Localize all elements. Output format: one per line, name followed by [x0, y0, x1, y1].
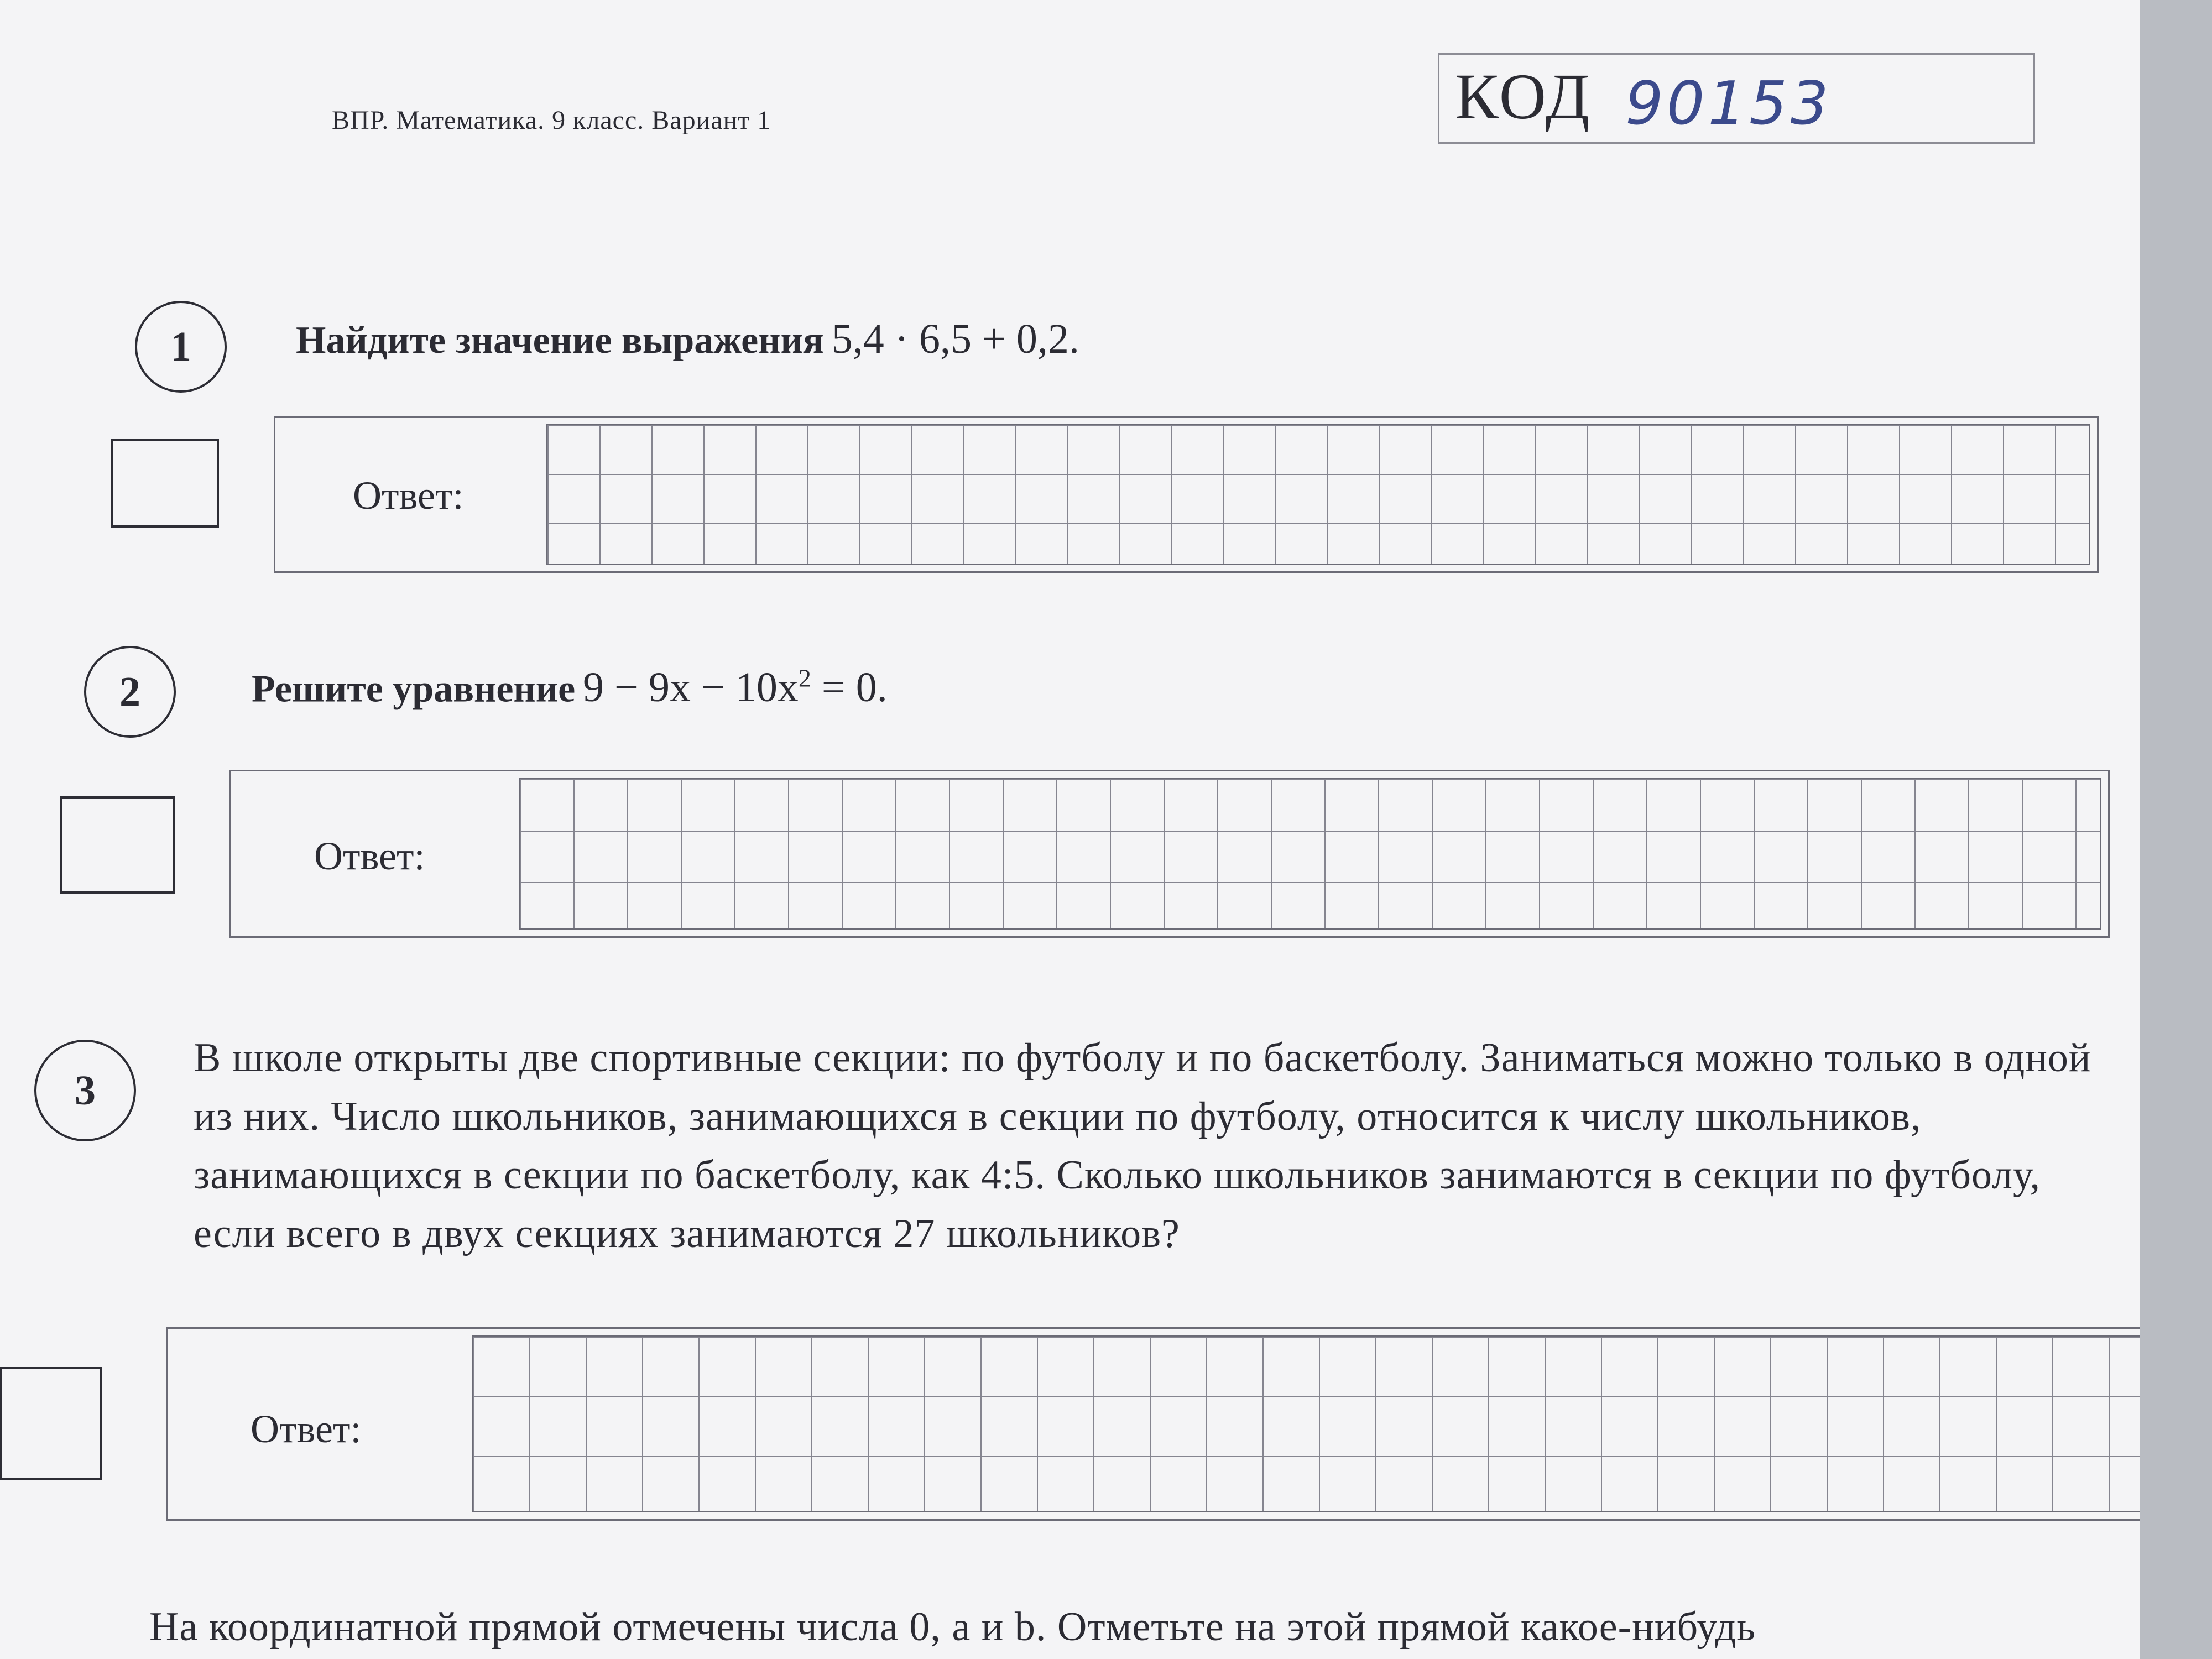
task-2-prompt: Решите уравнение — [252, 667, 576, 711]
code-value-handwritten: 90153 — [1625, 69, 1832, 138]
task-1-score-box[interactable] — [111, 439, 219, 528]
task-1-expression: 5,4 · 6,5 + 0,2. — [831, 316, 1079, 362]
task-2-text — [252, 664, 888, 712]
task-2-answer-frame — [229, 770, 2110, 938]
code-field — [1438, 53, 2035, 144]
running-header: ВПР. Математика. 9 класс. Вариант 1 — [332, 106, 771, 135]
task-3-number: 3 — [34, 1040, 136, 1141]
task-2-answer-grid[interactable] — [519, 778, 2101, 930]
task-3-answer-grid[interactable] — [472, 1335, 2140, 1512]
task-1-text — [296, 315, 1079, 363]
task-1-number: 1 — [135, 301, 227, 393]
task-3-answer-label: Ответ: — [251, 1407, 362, 1451]
task-2-number: 2 — [84, 646, 176, 738]
task-1-answer-label: Ответ: — [353, 473, 464, 518]
task-2-score-box[interactable] — [60, 796, 175, 894]
task-1-answer-frame — [274, 416, 2099, 573]
task-2-expression-base: 9 − 9x − 10x — [583, 664, 799, 711]
task-1-answer-grid[interactable] — [546, 424, 2090, 565]
task-3-text: В школе открыты две спортивные секции: по футболу и по баскетболу. Заниматься можно только в одной из них. Число школьников, занимающихся в секции по футболу, относится к числу школьников, занимающихся в секции по баскетболу, как 4:5. Сколько школьников занимаются в секции по футболу, если всего в двух секциях занимаются 27 школьников? — [194, 1035, 2091, 1256]
task-3-answer-frame — [166, 1327, 2140, 1521]
task-3-score-box[interactable] — [0, 1367, 102, 1480]
task-2-answer-label: Ответ: — [314, 834, 425, 878]
task-4-partial-text: На координатной прямой отмечены числа 0, a и b. Отметьте на этой прямой какое-нибудь — [149, 1604, 1756, 1650]
code-label: КОД — [1455, 60, 1592, 133]
task-2-expression-tail: = 0. — [811, 664, 888, 711]
task-1-prompt: Найдите значение выражения — [296, 319, 824, 362]
task-2-expression — [583, 664, 888, 711]
task-2-expression-power: 2 — [798, 664, 811, 692]
